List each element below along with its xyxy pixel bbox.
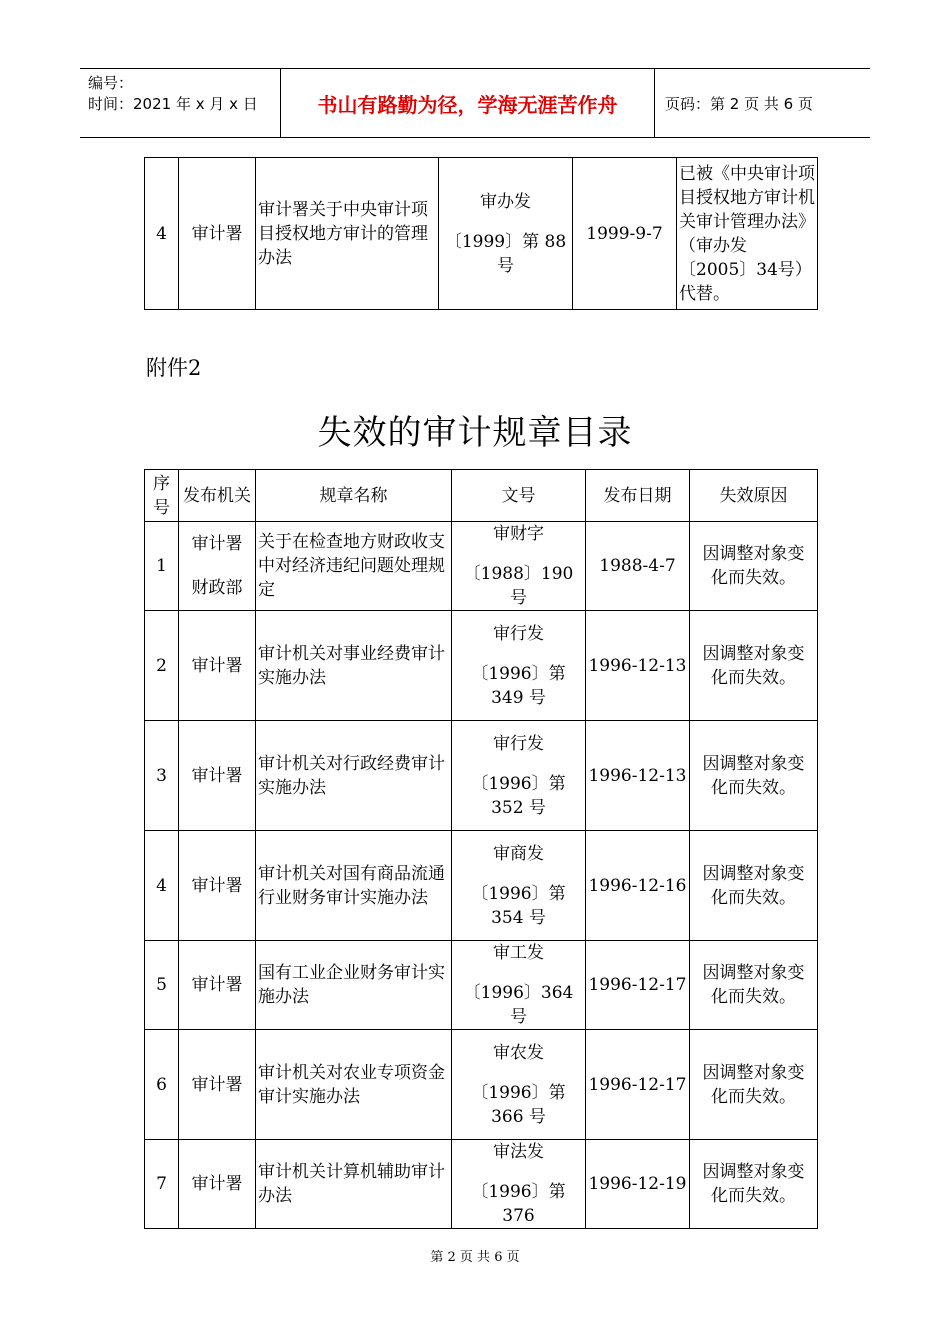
doc-serial: 〔1996〕第 376	[471, 1182, 566, 1226]
row-date: 1996-12-13	[586, 721, 690, 831]
table-header-row	[145, 470, 818, 522]
header-issuer: 发布机关	[179, 470, 256, 522]
number-label: 编号：	[88, 74, 134, 92]
table-row	[145, 611, 818, 721]
row-number: 6	[145, 1030, 179, 1140]
row-issuer: 审计署	[191, 534, 243, 554]
doc-serial: 〔1996〕第 352 号	[471, 773, 566, 818]
row-reason: 因调整对象变化而失效。	[690, 721, 818, 831]
table-row	[145, 721, 818, 831]
row-doc-number	[452, 721, 586, 831]
regulations-table	[144, 469, 818, 1229]
doc-prefix: 审商发	[493, 843, 544, 864]
doc-prefix: 审行发	[493, 733, 544, 754]
doc-serial: 〔1999〕第 88 号	[444, 231, 567, 276]
row-issuer-cell	[179, 721, 256, 831]
row-name: 审计机关对事业经费审计实施办法	[256, 611, 452, 721]
row-number: 5	[145, 941, 179, 1030]
table-row	[145, 1030, 818, 1140]
row-reason: 因调整对象变化而失效。	[690, 1030, 818, 1140]
row-issuer-cell	[179, 1030, 256, 1140]
row-number: 2	[145, 611, 179, 721]
row-issuer-2: 财政部	[191, 578, 243, 598]
row-number: 1	[145, 522, 179, 611]
header-serial: 序号	[145, 470, 179, 522]
attachment-word: 附件	[146, 356, 188, 380]
table-row	[145, 158, 818, 310]
row-doc-number	[452, 1030, 586, 1140]
row-reason: 因调整对象变化而失效。	[690, 941, 818, 1030]
table-row	[145, 831, 818, 941]
row-date: 1996-12-17	[586, 941, 690, 1030]
row-date: 1988-4-7	[586, 522, 690, 611]
row-name: 国有工业企业财务审计实施办法	[256, 941, 452, 1030]
row-issuer-cell	[179, 941, 256, 1030]
doc-prefix: 审行发	[493, 623, 544, 644]
row-issuer-cell	[179, 831, 256, 941]
row-date: 1996-12-13	[586, 611, 690, 721]
row-issuer: 审计署	[191, 765, 243, 786]
table-row	[145, 522, 818, 611]
doc-serial: 〔1996〕第 349 号	[471, 663, 566, 708]
row-name: 审计机关对国有商品流通行业财务审计实施办法	[256, 831, 452, 941]
row-date: 1999-9-7	[573, 158, 677, 310]
row-issuer-cell	[179, 522, 256, 611]
row-reason: 因调整对象变化而失效。	[690, 831, 818, 941]
doc-serial: 〔1996〕第 366 号	[471, 1082, 566, 1127]
header-motto: 书山有路勤为径，学海无涯苦作舟	[281, 69, 655, 137]
row-issuer: 审计署	[191, 1174, 243, 1194]
doc-serial: 〔1996〕第 354 号	[471, 883, 566, 928]
row-doc-number	[452, 831, 586, 941]
row-number: 3	[145, 721, 179, 831]
table-row	[145, 941, 818, 1030]
attachment-label	[146, 352, 201, 382]
row-name: 审计机关对农业专项资金审计实施办法	[256, 1030, 452, 1140]
row-issuer-cell	[179, 611, 256, 721]
row-date: 1996-12-17	[586, 1030, 690, 1140]
row-name: 审计机关对行政经费审计实施办法	[256, 721, 452, 831]
page-footer: 第 2 页 共 6 页	[430, 1250, 520, 1265]
row-date: 1996-12-19	[586, 1140, 690, 1229]
row-doc-number	[452, 1140, 586, 1229]
doc-serial: 〔1988〕190 号	[463, 564, 574, 608]
continued-table	[144, 157, 818, 310]
doc-serial: 〔1996〕364 号	[463, 983, 574, 1027]
row-doc-number	[439, 158, 573, 310]
header-reason: 失效原因	[690, 470, 818, 522]
doc-prefix: 审法发	[493, 1142, 544, 1162]
page-title: 失效的审计规章目录	[317, 413, 633, 453]
row-name: 审计署关于中央审计项目授权地方审计的管理办法	[256, 158, 439, 310]
row-doc-number	[452, 522, 586, 611]
table-row	[145, 1140, 818, 1229]
doc-prefix: 审农发	[493, 1042, 544, 1063]
row-issuer: 审计署	[191, 875, 243, 896]
doc-prefix: 审办发	[480, 191, 531, 212]
row-number: 4	[145, 831, 179, 941]
row-name: 审计机关计算机辅助审计办法	[256, 1140, 452, 1229]
header-doc-number: 文号	[452, 470, 586, 522]
row-name: 关于在检查地方财政收支中对经济违纪问题处理规定	[256, 522, 452, 611]
row-reason: 因调整对象变化而失效。	[690, 522, 818, 611]
row-issuer: 审计署	[191, 975, 243, 995]
row-issuer: 审计署	[191, 655, 243, 676]
row-date: 1996-12-16	[586, 831, 690, 941]
row-doc-number	[452, 611, 586, 721]
doc-prefix: 审财字	[493, 524, 544, 544]
row-reason: 因调整对象变化而失效。	[690, 1140, 818, 1229]
row-note: 已被《中央审计项目授权地方审计机关审计管理办法》（审办发〔2005〕34号）代替。	[677, 158, 818, 310]
row-number: 7	[145, 1140, 179, 1229]
doc-prefix: 审工发	[493, 943, 544, 963]
page-header	[80, 68, 870, 138]
row-number: 4	[145, 158, 179, 310]
row-reason: 因调整对象变化而失效。	[690, 611, 818, 721]
time-label: 时间：2021 年 x 月 x 日	[88, 95, 258, 113]
header-date: 发布日期	[586, 470, 690, 522]
row-issuer: 审计署	[179, 158, 256, 310]
row-issuer-cell	[179, 1140, 256, 1229]
header-page-code: 页码：第 2 页 共 6 页	[665, 94, 813, 113]
header-name: 规章名称	[256, 470, 452, 522]
row-issuer: 审计署	[191, 1074, 243, 1095]
header-meta	[80, 69, 281, 137]
row-doc-number	[452, 941, 586, 1030]
attachment-number: 2	[188, 356, 202, 380]
